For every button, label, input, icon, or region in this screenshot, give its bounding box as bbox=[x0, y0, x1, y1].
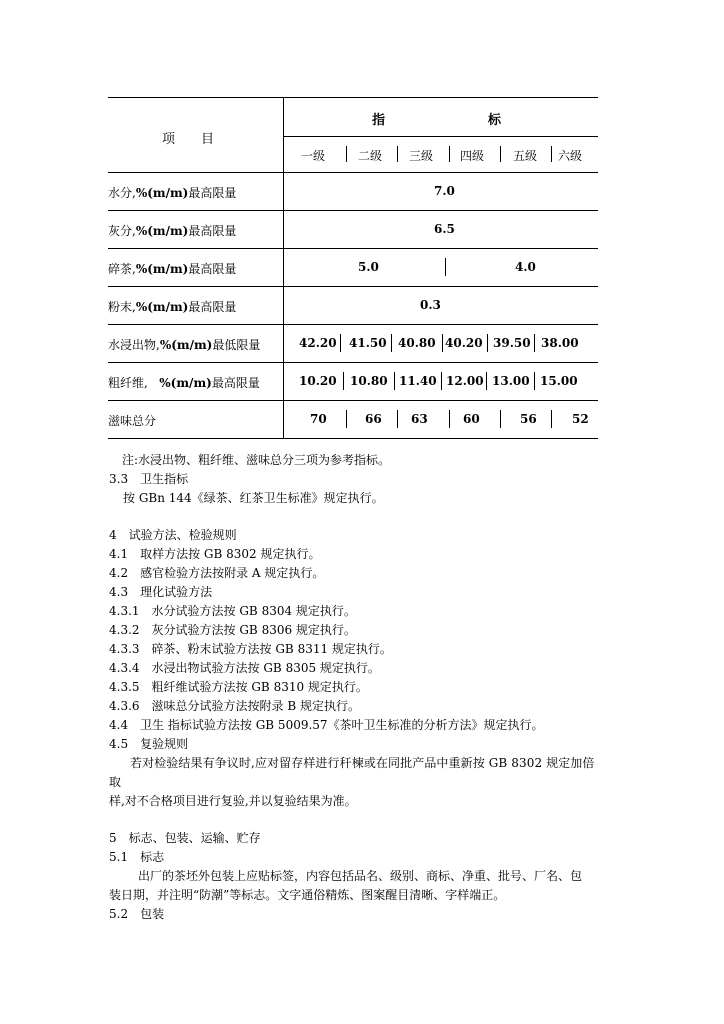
table-rule-header-mid bbox=[283, 136, 598, 137]
value-crude-fiber: 10.80 bbox=[350, 374, 388, 388]
grade-6: 六级 bbox=[558, 149, 583, 163]
value-divider bbox=[445, 258, 446, 276]
value-divider bbox=[486, 372, 487, 390]
table-rule bbox=[108, 172, 598, 173]
value-moisture: 7.0 bbox=[434, 184, 455, 198]
value-divider bbox=[442, 334, 443, 352]
row-label-broken-tea: 碎茶,%(m/m)最高限量 bbox=[108, 262, 237, 276]
value-water-extract: 39.50 bbox=[493, 336, 531, 350]
grade-divider bbox=[346, 146, 347, 162]
value-divider bbox=[397, 410, 398, 428]
value-water-extract: 40.20 bbox=[445, 336, 483, 350]
table-note: 注:水浸出物、粗纤维、滋味总分三项为参考指标。 bbox=[122, 453, 391, 467]
grade-divider bbox=[449, 146, 450, 162]
table-rule-bottom bbox=[108, 438, 598, 439]
table-rule bbox=[108, 362, 598, 363]
paragraph: 取 bbox=[109, 775, 122, 789]
clause: 4.3.1 水分试验方法按 GB 8304 规定执行。 bbox=[109, 604, 356, 618]
table-rule-top bbox=[108, 97, 598, 98]
header-indicator: 指 bbox=[372, 113, 386, 128]
value-powder: 0.3 bbox=[420, 298, 441, 312]
value-divider bbox=[500, 410, 501, 428]
clause: 4.5 复验规则 bbox=[109, 737, 189, 751]
header-item: 项 目 bbox=[162, 132, 215, 147]
table-rule bbox=[108, 400, 598, 401]
clause: 4.1 取样方法按 GB 8302 规定执行。 bbox=[109, 547, 321, 561]
value-taste-score: 63 bbox=[411, 412, 428, 426]
value-taste-score: 66 bbox=[365, 412, 382, 426]
value-ash: 6.5 bbox=[434, 222, 455, 236]
clause: 4.4 卫生 指标试验方法按 GB 5009.57《茶叶卫生标准的分析方法》规定执行。 bbox=[109, 718, 544, 732]
grade-divider bbox=[551, 146, 552, 162]
value-water-extract: 42.20 bbox=[299, 336, 337, 350]
value-taste-score: 60 bbox=[463, 412, 480, 426]
value-water-extract: 38.00 bbox=[541, 336, 579, 350]
header-indicator: 标 bbox=[488, 113, 502, 128]
value-divider bbox=[487, 334, 488, 352]
value-divider bbox=[391, 334, 392, 352]
value-divider bbox=[394, 372, 395, 390]
table-divider-main bbox=[283, 97, 284, 438]
paragraph: 装日期，并注明“防潮”等标志。文字通俗精炼、图案醒目清晰、字样端正。 bbox=[109, 888, 506, 902]
table-rule bbox=[108, 324, 598, 325]
value-taste-score: 70 bbox=[310, 412, 327, 426]
value-crude-fiber: 12.00 bbox=[446, 374, 484, 388]
clause: 4.3.6 滋味总分试验方法按附录 B 规定执行。 bbox=[109, 699, 360, 713]
grade-4: 四级 bbox=[460, 149, 485, 163]
clause: 4.3.4 水浸出物试验方法按 GB 8305 规定执行。 bbox=[109, 661, 380, 675]
value-divider bbox=[551, 410, 552, 428]
value-crude-fiber: 10.20 bbox=[299, 374, 337, 388]
table-rule bbox=[108, 248, 598, 249]
grade-5: 五级 bbox=[513, 149, 538, 163]
value-taste-score: 56 bbox=[520, 412, 537, 426]
section-heading: 4 试验方法、检验规则 bbox=[109, 528, 237, 542]
value-broken-tea: 4.0 bbox=[515, 260, 536, 274]
paragraph: 出厂的茶坯外包装上应贴标签，内容包括品名、级别、商标、净重、批号、厂名、包 bbox=[138, 869, 583, 883]
clause: 5.2 包装 bbox=[109, 907, 165, 921]
grade-3: 三级 bbox=[409, 149, 434, 163]
row-label-taste-score: 滋味总分 bbox=[108, 414, 157, 428]
clause: 4.3 理化试验方法 bbox=[109, 585, 213, 599]
value-crude-fiber: 15.00 bbox=[540, 374, 578, 388]
value-water-extract: 41.50 bbox=[349, 336, 387, 350]
clause: 4.2 感官检验方法按附录 A 规定执行。 bbox=[109, 566, 325, 580]
section-heading: 3.3 卫生指标 bbox=[109, 472, 189, 486]
clause: 4.3.2 灰分试验方法按 GB 8306 规定执行。 bbox=[109, 623, 356, 637]
value-broken-tea: 5.0 bbox=[358, 260, 379, 274]
section-heading: 5 标志、包装、运输、贮存 bbox=[109, 831, 261, 845]
value-divider bbox=[441, 372, 442, 390]
value-water-extract: 40.80 bbox=[398, 336, 436, 350]
grade-divider bbox=[500, 146, 501, 162]
value-crude-fiber: 13.00 bbox=[492, 374, 530, 388]
value-divider bbox=[449, 410, 450, 428]
row-label-moisture: 水分,%(m/m)最高限量 bbox=[108, 186, 237, 200]
table-rule bbox=[108, 210, 598, 211]
clause: 5.1 标志 bbox=[109, 850, 165, 864]
row-label-crude-fiber: 粗纤维, %(m/m)最高限量 bbox=[108, 376, 260, 390]
paragraph: 若对检验结果有争议时,应对留存样进行秆楝或在同批产品中重新按 GB 8302 规定加倍 bbox=[130, 756, 595, 770]
row-label-powder: 粉末,%(m/m)最高限量 bbox=[108, 300, 237, 314]
row-label-ash: 灰分,%(m/m)最高限量 bbox=[108, 224, 237, 238]
value-divider bbox=[340, 334, 341, 352]
grade-divider bbox=[397, 146, 398, 162]
clause: 4.3.3 碎茶、粉末试验方法按 GB 8311 规定执行。 bbox=[109, 642, 392, 656]
value-taste-score: 52 bbox=[572, 412, 589, 426]
value-divider bbox=[346, 410, 347, 428]
value-divider bbox=[343, 372, 344, 390]
table-rule bbox=[108, 286, 598, 287]
value-crude-fiber: 11.40 bbox=[399, 374, 437, 388]
clause: 4.3.5 粗纤维试验方法按 GB 8310 规定执行。 bbox=[109, 680, 368, 694]
value-divider bbox=[534, 372, 535, 390]
grade-2: 二级 bbox=[358, 149, 383, 163]
grade-1: 一级 bbox=[301, 149, 326, 163]
paragraph: 样,对不合格项目进行复验,并以复验结果为准。 bbox=[109, 794, 357, 808]
row-label-water-extract: 水浸出物,%(m/m)最低限量 bbox=[108, 338, 261, 352]
value-divider bbox=[534, 334, 535, 352]
paragraph: 按 GBn 144《绿茶、红茶卫生标准》规定执行。 bbox=[123, 491, 384, 505]
